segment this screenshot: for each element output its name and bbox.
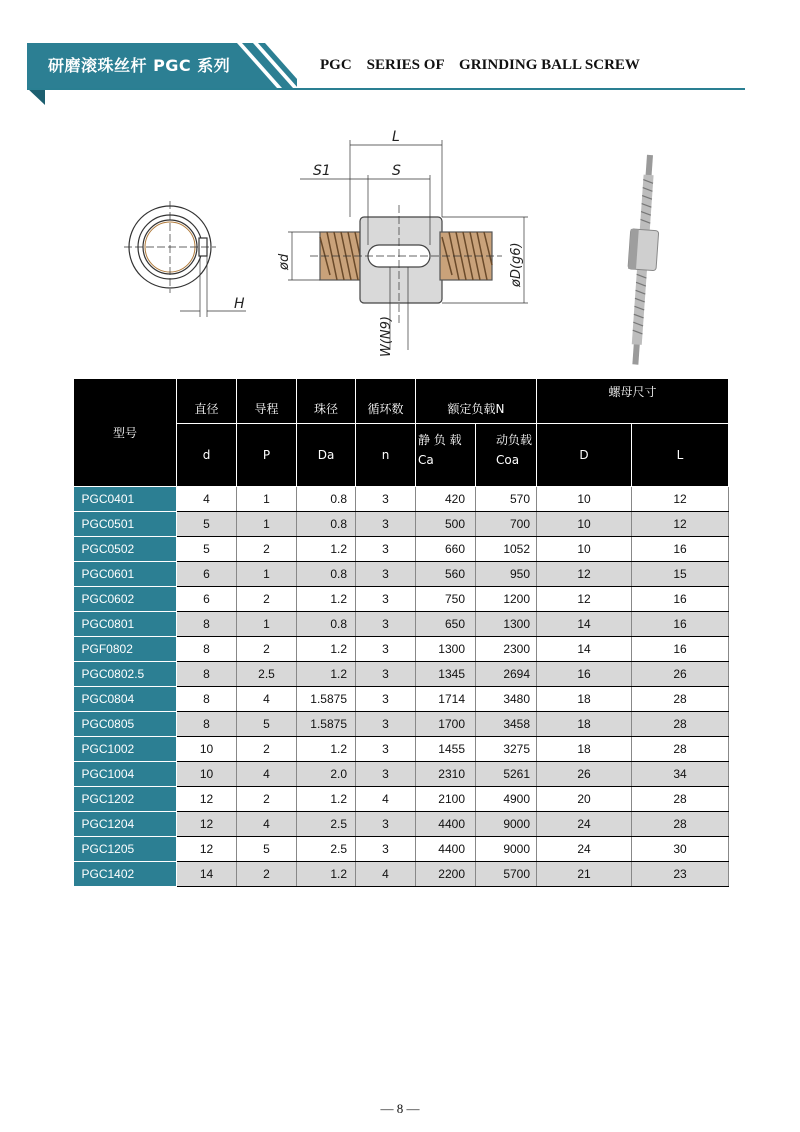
page-number: — 8 —: [380, 1101, 420, 1116]
value-cell: 6: [177, 562, 237, 587]
value-cell: 28: [632, 712, 729, 737]
value-cell: 16: [632, 612, 729, 637]
value-cell: 2.0: [297, 762, 356, 787]
value-cell: 12: [177, 812, 237, 837]
value-cell: 1: [237, 487, 297, 512]
value-cell: 5700: [476, 862, 537, 887]
table-row: [74, 737, 729, 762]
table-row: [74, 812, 729, 837]
value-cell: 2310: [416, 762, 476, 787]
col-model-header: 型号: [74, 379, 177, 487]
value-cell: 16: [632, 537, 729, 562]
model-cell: PGC1204: [74, 812, 177, 837]
sub-nut-D: D: [537, 424, 632, 487]
header-title-cn: 研磨滚珠丝杆 PGC 系列: [48, 56, 231, 75]
value-cell: 1455: [416, 737, 476, 762]
value-cell: 18: [537, 687, 632, 712]
value-cell: 9000: [476, 812, 537, 837]
value-cell: 18: [537, 712, 632, 737]
value-cell: 2694: [476, 662, 537, 687]
model-cell: PGC0805: [74, 712, 177, 737]
table-row: [74, 562, 729, 587]
value-cell: 4: [237, 762, 297, 787]
value-cell: 5: [237, 712, 297, 737]
value-cell: 1.2: [297, 787, 356, 812]
value-cell: 28: [632, 787, 729, 812]
model-cell: PGC1002: [74, 737, 177, 762]
value-cell: 8: [177, 637, 237, 662]
value-cell: 1300: [476, 612, 537, 637]
value-cell: 1345: [416, 662, 476, 687]
value-cell: 9000: [476, 837, 537, 862]
value-cell: 2300: [476, 637, 537, 662]
value-cell: 3: [356, 762, 416, 787]
table-row: [74, 837, 729, 862]
value-cell: 1.2: [297, 737, 356, 762]
sub-d: d: [177, 424, 237, 487]
value-cell: 14: [537, 637, 632, 662]
value-cell: 0.8: [297, 512, 356, 537]
value-cell: 750: [416, 587, 476, 612]
value-cell: 3: [356, 662, 416, 687]
value-cell: 2100: [416, 787, 476, 812]
table-row: [74, 687, 729, 712]
model-cell: PGC0804: [74, 687, 177, 712]
value-cell: 3: [356, 512, 416, 537]
value-cell: 2: [237, 862, 297, 887]
value-cell: 10: [177, 762, 237, 787]
value-cell: 4400: [416, 837, 476, 862]
model-cell: PGC1004: [74, 762, 177, 787]
sub-n: n: [356, 424, 416, 487]
table-row: [74, 512, 729, 537]
value-cell: 1.5875: [297, 687, 356, 712]
value-cell: 500: [416, 512, 476, 537]
label-S: S: [392, 163, 401, 179]
header-rule: [27, 88, 745, 90]
value-cell: 1714: [416, 687, 476, 712]
sub-static-load: [416, 424, 476, 487]
value-cell: 660: [416, 537, 476, 562]
value-cell: 2: [237, 537, 297, 562]
value-cell: 1300: [416, 637, 476, 662]
value-cell: 1052: [476, 537, 537, 562]
col-lead-header: 导程: [237, 379, 297, 424]
value-cell: 23: [632, 862, 729, 887]
value-cell: 0.8: [297, 562, 356, 587]
value-cell: 950: [476, 562, 537, 587]
value-cell: 5261: [476, 762, 537, 787]
value-cell: 3: [356, 537, 416, 562]
value-cell: 20: [537, 787, 632, 812]
static-load-label: 静 负 载: [418, 433, 462, 447]
spec-table: [73, 378, 729, 887]
value-cell: 1700: [416, 712, 476, 737]
sub-nut-L: L: [632, 424, 729, 487]
value-cell: 26: [537, 762, 632, 787]
value-cell: 8: [177, 662, 237, 687]
value-cell: 3: [356, 587, 416, 612]
value-cell: 1200: [476, 587, 537, 612]
model-cell: PGC0502: [74, 537, 177, 562]
value-cell: 6: [177, 587, 237, 612]
col-nut-header: 螺母尺寸: [537, 379, 729, 424]
label-S1: S1: [313, 163, 331, 179]
value-cell: 28: [632, 737, 729, 762]
value-cell: 28: [632, 812, 729, 837]
value-cell: 1.2: [297, 637, 356, 662]
value-cell: 14: [537, 612, 632, 637]
value-cell: 700: [476, 512, 537, 537]
label-H: H: [234, 296, 245, 312]
value-cell: 4: [356, 787, 416, 812]
value-cell: 16: [632, 587, 729, 612]
model-cell: PGC1402: [74, 862, 177, 887]
value-cell: 12: [537, 587, 632, 612]
value-cell: 3: [356, 637, 416, 662]
value-cell: 1.5875: [297, 712, 356, 737]
value-cell: 10: [177, 737, 237, 762]
value-cell: 1.2: [297, 587, 356, 612]
value-cell: 2.5: [297, 837, 356, 862]
model-cell: PGC1202: [74, 787, 177, 812]
value-cell: 1: [237, 612, 297, 637]
value-cell: 26: [632, 662, 729, 687]
value-cell: 2: [237, 737, 297, 762]
value-cell: 21: [537, 862, 632, 887]
value-cell: 0.8: [297, 612, 356, 637]
value-cell: 3: [356, 737, 416, 762]
value-cell: 3: [356, 487, 416, 512]
value-cell: 30: [632, 837, 729, 862]
label-W: W(N9): [379, 316, 394, 357]
value-cell: 560: [416, 562, 476, 587]
table-row: [74, 662, 729, 687]
value-cell: 1.2: [297, 862, 356, 887]
label-L: L: [392, 129, 400, 145]
value-cell: 3: [356, 562, 416, 587]
value-cell: 3: [356, 687, 416, 712]
label-d: ød: [277, 253, 292, 270]
value-cell: 650: [416, 612, 476, 637]
value-cell: 24: [537, 837, 632, 862]
model-cell: PGC0601: [74, 562, 177, 587]
col-diameter-header: 直径: [177, 379, 237, 424]
model-cell: PGC0401: [74, 487, 177, 512]
value-cell: 1.2: [297, 662, 356, 687]
model-cell: PGC0602: [74, 587, 177, 612]
table-row: [74, 537, 729, 562]
value-cell: 4900: [476, 787, 537, 812]
table-row: [74, 712, 729, 737]
value-cell: 1: [237, 512, 297, 537]
value-cell: 16: [632, 637, 729, 662]
value-cell: 28: [632, 687, 729, 712]
value-cell: 15: [632, 562, 729, 587]
value-cell: 18: [537, 737, 632, 762]
value-cell: 5: [177, 537, 237, 562]
value-cell: 10: [537, 537, 632, 562]
table-row: [74, 762, 729, 787]
col-circuit-header: 循环数: [356, 379, 416, 424]
value-cell: 2.5: [297, 812, 356, 837]
col-ball-header: 珠径: [297, 379, 356, 424]
value-cell: 1: [237, 562, 297, 587]
table-row: [74, 587, 729, 612]
value-cell: 3: [356, 837, 416, 862]
table-row: [74, 612, 729, 637]
value-cell: 8: [177, 712, 237, 737]
value-cell: 0.8: [297, 487, 356, 512]
value-cell: 4: [237, 687, 297, 712]
sub-da: Da: [297, 424, 356, 487]
value-cell: 16: [537, 662, 632, 687]
model-cell: PGC0801: [74, 612, 177, 637]
value-cell: 3458: [476, 712, 537, 737]
static-load-symbol: Ca: [418, 453, 434, 467]
value-cell: 1.2: [297, 537, 356, 562]
value-cell: 5: [177, 512, 237, 537]
model-cell: PGF0802: [74, 637, 177, 662]
end-view-drawing: [124, 201, 246, 317]
value-cell: 4: [177, 487, 237, 512]
table-row: [74, 787, 729, 812]
value-cell: 4: [237, 812, 297, 837]
header-title-en: PGC SERIES OF GRINDING BALL SCREW: [320, 57, 640, 73]
value-cell: 2: [237, 787, 297, 812]
value-cell: 12: [177, 837, 237, 862]
value-cell: 2: [237, 587, 297, 612]
label-D: øD(g6): [509, 242, 524, 287]
value-cell: 420: [416, 487, 476, 512]
dynamic-load-symbol: Coa: [496, 453, 520, 467]
table-row: [74, 487, 729, 512]
value-cell: 10: [537, 487, 632, 512]
value-cell: 34: [632, 762, 729, 787]
value-cell: 14: [177, 862, 237, 887]
value-cell: 3: [356, 812, 416, 837]
value-cell: 8: [177, 687, 237, 712]
model-cell: PGC0802.5: [74, 662, 177, 687]
value-cell: 10: [537, 512, 632, 537]
value-cell: 12: [632, 512, 729, 537]
value-cell: 4: [356, 862, 416, 887]
model-cell: PGC0501: [74, 512, 177, 537]
value-cell: 12: [632, 487, 729, 512]
ball-screw-photo: [621, 154, 664, 365]
value-cell: 12: [537, 562, 632, 587]
value-cell: 2200: [416, 862, 476, 887]
value-cell: 12: [177, 787, 237, 812]
sub-dynamic-load: [476, 424, 537, 487]
value-cell: 3275: [476, 737, 537, 762]
value-cell: 5: [237, 837, 297, 862]
dynamic-load-label: 动负载: [496, 433, 533, 447]
col-load-header: 额定负载N: [416, 379, 537, 424]
table-row: [74, 862, 729, 887]
table-row: [74, 637, 729, 662]
value-cell: 24: [537, 812, 632, 837]
value-cell: 2: [237, 637, 297, 662]
model-cell: PGC1205: [74, 837, 177, 862]
value-cell: 3: [356, 712, 416, 737]
ball-screw-drawing: [120, 125, 700, 375]
value-cell: 3: [356, 612, 416, 637]
sub-p: P: [237, 424, 297, 487]
value-cell: 570: [476, 487, 537, 512]
value-cell: 8: [177, 612, 237, 637]
value-cell: 2.5: [237, 662, 297, 687]
value-cell: 4400: [416, 812, 476, 837]
value-cell: 3480: [476, 687, 537, 712]
